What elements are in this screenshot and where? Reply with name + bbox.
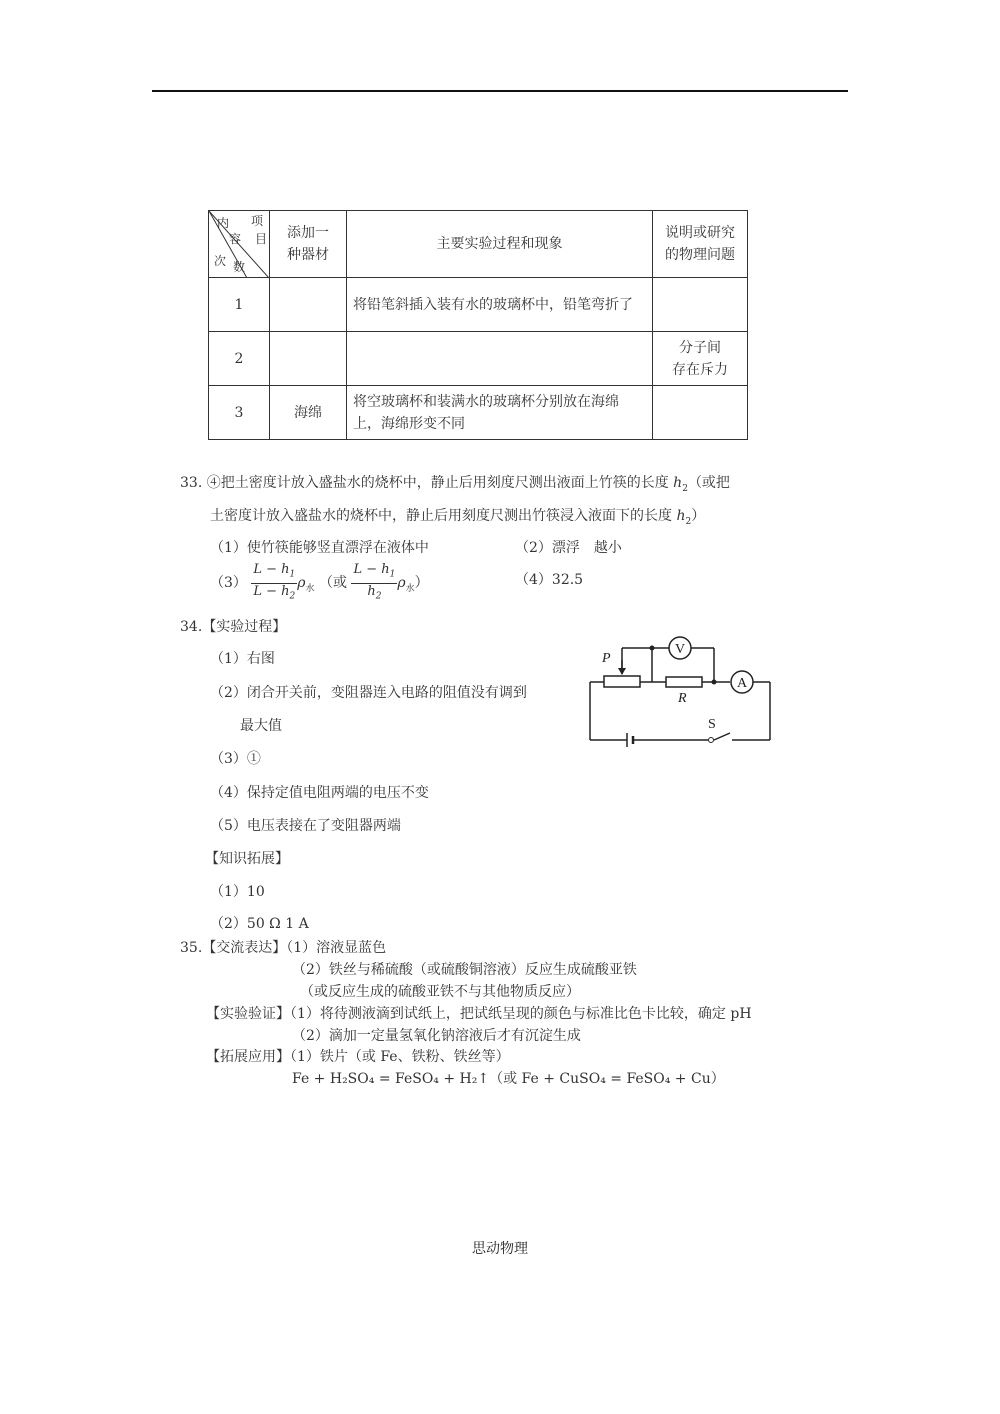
q34-step-1: （1）右图 <box>210 651 275 667</box>
header-process: 主要实验过程和现象 <box>347 211 653 278</box>
header-rule <box>152 90 848 92</box>
row-tool: 海绵 <box>270 386 347 440</box>
label-V: V <box>675 642 686 657</box>
row-process: 将铅笔斜插入装有水的玻璃杯中，铅笔弯折了 <box>347 278 653 332</box>
table-row <box>209 278 748 332</box>
q33-line1: 33. ④把土密度计放入盛盐水的烧杯中，静止后用刻度尺测出液面上竹筷的长度 $h_2$（或把 <box>180 475 730 494</box>
diag-label-xiang: 项 <box>251 214 264 228</box>
row-number: 1 <box>209 278 270 332</box>
q33-line2: 土密度计放入盛盐水的烧杯中，静止后用刻度尺测出竹筷浸入液面下的长度 $h_2$） <box>210 508 706 527</box>
q34-step-2b: 最大值 <box>240 718 282 734</box>
q35-line-5: （2）滴加一定量氢氧化钠溶液后才有沉淀生成 <box>292 1028 581 1044</box>
q35-line-4: 【实验验证】（1）将待测液滴到试纸上，把试纸呈现的颜色与标准比色卡比较，确定 pH <box>206 1006 752 1022</box>
experiment-table <box>208 210 748 440</box>
q35-line-7: Fe + H₂SO₄ = FeSO₄ + H₂↑（或 Fe + CuSO₄ = FeSO₄ + Cu） <box>292 1071 725 1087</box>
q34-step-4: （4）保持定值电阻两端的电压不变 <box>210 785 429 801</box>
q34-ext-1: （1）10 <box>210 884 265 900</box>
label-A: A <box>737 676 748 691</box>
q34-step-3: （3）① <box>210 751 261 767</box>
diag-label-nei: 内 <box>217 216 230 230</box>
q35-line-6: 【拓展应用】（1）铁片（或 Fe、铁粉、铁丝等） <box>206 1049 510 1065</box>
header-tool: 添加一 种器材 <box>270 211 347 278</box>
diag-label-mu: 目 <box>255 232 268 246</box>
table-row <box>209 386 748 440</box>
q35-line-2: （2）铁丝与稀硫酸（或硫酸铜溶液）反应生成硫酸亚铁 <box>292 962 637 978</box>
q34-ext-2: （2）50 Ω 1 A <box>210 916 309 932</box>
label-P: P <box>602 651 611 666</box>
q33-answer-3: （3） $\frac{L - h_1}{L - h_2}$ $\rho_水$ （或 $\frac{L - h_1}{h_2}$ $\rho_水$） <box>210 562 429 607</box>
q34-title: 34.【实验过程】 <box>180 619 287 635</box>
q34-ext-title: 【知识拓展】 <box>205 851 289 867</box>
q34-step-5: （5）电压表接在了变阻器两端 <box>210 818 401 834</box>
q33-answer-1: （1）使竹筷能够竖直漂浮在液体中 <box>210 540 429 556</box>
fraction-2: $\frac{L - h_1}{h_2}$ <box>353 562 396 602</box>
q33-answer-4: （4）32.5 <box>515 572 584 588</box>
row-number: 2 <box>209 332 270 386</box>
diagonal-header-cell <box>209 211 270 278</box>
circuit-diagram <box>580 630 780 750</box>
row-process: 将空玻璃杯和装满水的玻璃杯分别放在海绵上，海绵形变不同 <box>347 386 653 440</box>
diag-label-shu: 数 <box>233 260 246 274</box>
label-S: S <box>708 717 716 732</box>
row-process <box>347 332 653 386</box>
diag-label-ci: 次 <box>214 254 227 268</box>
header-note: 说明或研究 的物理问题 <box>653 211 748 278</box>
q33-answer-2: （2）漂浮 越小 <box>515 540 622 556</box>
page-footer: 思动物理 <box>472 1241 528 1257</box>
table-row <box>209 332 748 386</box>
row-tool <box>270 278 347 332</box>
table-header-row <box>209 211 748 278</box>
row-note <box>653 386 748 440</box>
switch-icon <box>714 733 730 740</box>
q35-line-3: （或反应生成的硫酸亚铁不与其他物质反应） <box>300 984 580 1000</box>
row-tool <box>270 332 347 386</box>
q35-line-1: 35.【交流表达】（1）溶液显蓝色 <box>180 940 387 956</box>
label-R: R <box>678 691 687 706</box>
row-note: 分子间 存在斥力 <box>653 332 748 386</box>
rheostat-icon <box>604 676 640 687</box>
fraction-1: $\frac{L - h_1}{L - h_2}$ <box>253 562 296 602</box>
diag-label-rong: 容 <box>229 232 242 246</box>
q34-step-2a: （2）闭合开关前，变阻器连入电路的阻值没有调到 <box>210 685 527 701</box>
row-number: 3 <box>209 386 270 440</box>
row-note <box>653 278 748 332</box>
resistor-icon <box>666 677 702 687</box>
